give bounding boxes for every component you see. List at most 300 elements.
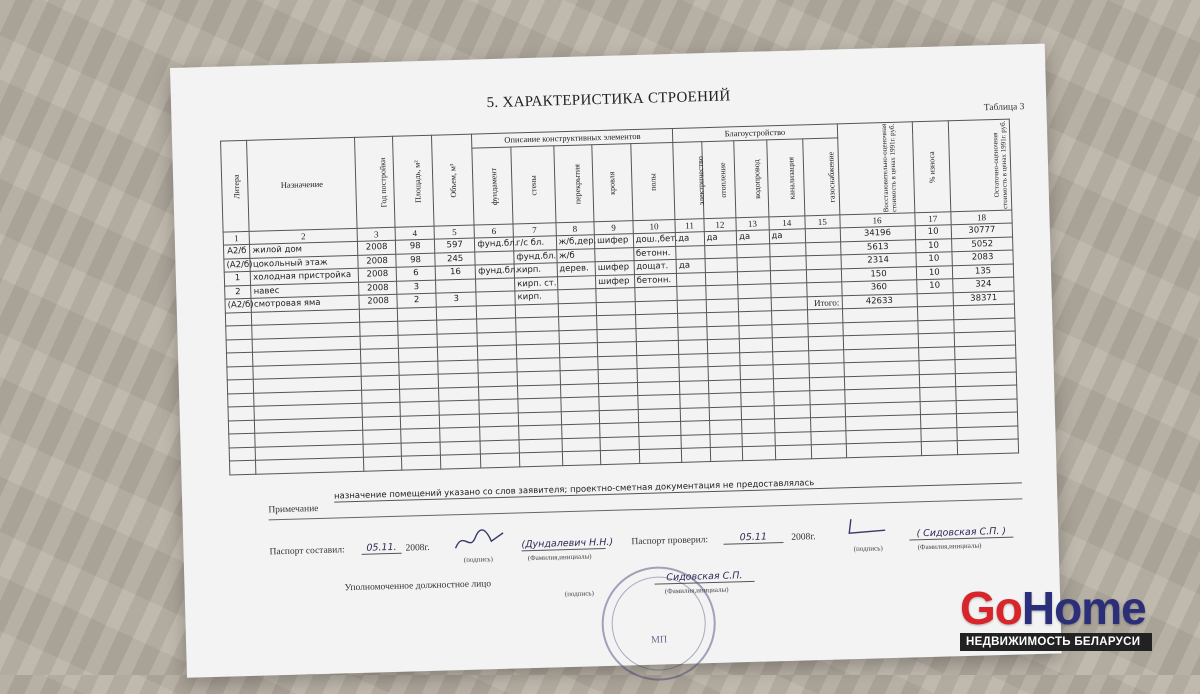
table-cell: да bbox=[676, 232, 705, 246]
table-cell bbox=[229, 460, 256, 474]
gohome-watermark bbox=[960, 582, 1152, 651]
table-cell bbox=[515, 303, 558, 318]
table-cell: шифер bbox=[596, 274, 635, 289]
table-cell bbox=[477, 331, 516, 346]
table-cell: шифер bbox=[594, 234, 633, 249]
table-cell bbox=[437, 319, 478, 334]
table-cell: 10 bbox=[916, 265, 953, 280]
brand-part-go: Go bbox=[960, 582, 1022, 634]
table-cell bbox=[741, 392, 774, 406]
table-cell bbox=[401, 428, 440, 443]
table-cell bbox=[435, 279, 476, 294]
table-cell bbox=[919, 373, 956, 388]
header-blago-group: Благоустройство bbox=[673, 124, 838, 142]
table-cell bbox=[360, 335, 399, 350]
header-vosstanovitelnaya: Восстановительно-оценочная стоимость в ценах 1991г. руб. bbox=[837, 122, 915, 215]
table-cell: фунд.бл. bbox=[475, 237, 514, 252]
table-cell bbox=[705, 258, 738, 272]
table-cell bbox=[228, 420, 255, 434]
table-cell: фунд.бл. bbox=[476, 264, 515, 279]
table-cell: да bbox=[676, 259, 705, 273]
table-cell bbox=[771, 296, 808, 311]
table-cell bbox=[808, 336, 843, 350]
table-cell bbox=[920, 427, 957, 442]
table-cell bbox=[807, 282, 842, 296]
table-cell bbox=[742, 432, 775, 446]
table-cell bbox=[256, 457, 364, 473]
table-cell bbox=[363, 456, 402, 471]
table-cell bbox=[679, 340, 708, 354]
table-cell: 2 bbox=[397, 293, 436, 308]
table-cell: 2314 bbox=[840, 253, 915, 269]
table-cell bbox=[559, 329, 598, 344]
table-cell: 3 bbox=[397, 280, 436, 295]
table-cell bbox=[809, 376, 844, 390]
table-cell bbox=[361, 375, 400, 390]
total-value-16: 42633 bbox=[842, 293, 917, 309]
table-cell: 6 bbox=[397, 266, 436, 281]
column-number: 3 bbox=[357, 227, 396, 242]
table-cell: кирп. bbox=[514, 263, 557, 278]
table-cell bbox=[741, 405, 774, 419]
table-cell: А2/б bbox=[223, 244, 250, 258]
table-cell bbox=[559, 343, 598, 358]
column-number: 12 bbox=[704, 217, 737, 231]
table-cell bbox=[400, 401, 439, 416]
table-cell bbox=[921, 441, 958, 456]
table-cell bbox=[770, 256, 807, 271]
table-cell bbox=[561, 410, 600, 425]
table-cell: 10 bbox=[915, 252, 952, 267]
table-cell bbox=[229, 433, 256, 447]
authorized-label: Уполномоченное должностное лицо bbox=[344, 579, 492, 594]
table-cell bbox=[709, 406, 742, 420]
table-cell: шифер bbox=[595, 261, 634, 276]
brand-logo bbox=[960, 582, 1152, 634]
table-cell bbox=[479, 385, 518, 400]
table-cell: 10 bbox=[915, 225, 952, 240]
table-cell: г/с бл. bbox=[513, 236, 556, 251]
table-cell bbox=[635, 300, 678, 315]
table-cell: цокольный этаж bbox=[250, 255, 358, 271]
table-cell bbox=[919, 360, 956, 375]
table-cell bbox=[769, 242, 806, 257]
table-cell bbox=[739, 324, 772, 338]
table-cell bbox=[518, 411, 561, 426]
table-cell: 30777 bbox=[951, 223, 1012, 238]
table-cell: ж/б bbox=[556, 248, 595, 263]
table-cell bbox=[638, 421, 681, 436]
table-cell bbox=[917, 319, 954, 334]
table-cell bbox=[599, 409, 638, 424]
table-cell bbox=[401, 415, 440, 430]
table-cell bbox=[771, 310, 808, 325]
table-cell bbox=[740, 351, 773, 365]
table-cell bbox=[707, 352, 740, 366]
header-otoplenie: отопление bbox=[701, 140, 736, 218]
table-cell bbox=[480, 439, 519, 454]
table-cell bbox=[558, 302, 597, 317]
table-cell bbox=[918, 333, 955, 348]
table-cell bbox=[738, 284, 771, 298]
table-cell: да bbox=[736, 230, 769, 244]
table-cell bbox=[957, 439, 1018, 454]
table-cell: 34196 bbox=[840, 226, 915, 242]
note-text: назначение помещений указано со слов заявителя; проектно-сметная документация не предоставлялась bbox=[334, 472, 1022, 502]
column-number: 11 bbox=[675, 218, 704, 232]
table-cell bbox=[920, 400, 957, 415]
table-cell bbox=[437, 346, 478, 361]
header-elektrichestvo: электричество bbox=[673, 141, 704, 219]
column-number: 9 bbox=[594, 220, 633, 235]
table-cell bbox=[806, 268, 841, 282]
total-value-18: 38371 bbox=[953, 291, 1014, 306]
table-cell bbox=[363, 429, 402, 444]
column-number: 17 bbox=[914, 211, 951, 226]
header-opisanie-group: Описание конструктивных элементов bbox=[472, 128, 673, 147]
table-cell bbox=[739, 311, 772, 325]
table-cell bbox=[636, 340, 679, 355]
table-cell bbox=[439, 400, 480, 415]
table-cell bbox=[920, 414, 957, 429]
table-cell bbox=[362, 416, 401, 431]
brand-part-home: Home bbox=[1021, 582, 1146, 634]
table-cell bbox=[476, 291, 515, 306]
table-cell bbox=[439, 413, 480, 428]
column-number: 4 bbox=[395, 226, 434, 241]
signature-caption-3: (подпись) bbox=[564, 589, 595, 599]
table-cell bbox=[919, 387, 956, 402]
table-cell: 5613 bbox=[840, 239, 915, 255]
passport-composed-date: 05.11. bbox=[361, 542, 401, 555]
column-number: 2 bbox=[249, 228, 357, 244]
composer-signature bbox=[451, 527, 512, 555]
table-cell bbox=[737, 257, 770, 271]
table-cell bbox=[707, 325, 740, 339]
table-cell bbox=[517, 384, 560, 399]
table-cell bbox=[770, 283, 807, 298]
table-cell bbox=[918, 346, 955, 361]
table-cell bbox=[517, 371, 560, 386]
table-cell bbox=[805, 228, 840, 242]
table-cell bbox=[811, 430, 846, 444]
column-number: 1 bbox=[223, 231, 250, 245]
table-cell bbox=[638, 408, 681, 423]
table-cell bbox=[809, 363, 844, 377]
table-cell bbox=[516, 330, 559, 345]
table-cell bbox=[708, 366, 741, 380]
table-cell: да bbox=[704, 231, 737, 245]
table-cell bbox=[810, 403, 845, 417]
table-cell: да bbox=[769, 229, 806, 244]
table-cell bbox=[740, 378, 773, 392]
table-cell bbox=[740, 365, 773, 379]
table-cell bbox=[228, 406, 255, 420]
table-cell bbox=[227, 379, 254, 393]
table-cell bbox=[398, 334, 437, 349]
checker-signature bbox=[841, 514, 898, 540]
column-number: 14 bbox=[768, 215, 805, 230]
table-cell: 597 bbox=[434, 238, 475, 253]
table-cell bbox=[361, 362, 400, 377]
table-cell: 1 bbox=[224, 271, 251, 285]
table-cell bbox=[516, 344, 559, 359]
table-cell bbox=[600, 423, 639, 438]
header-krovlya: кровля bbox=[592, 143, 633, 221]
table-cell: 10 bbox=[915, 238, 952, 253]
table-cell: 360 bbox=[841, 280, 916, 296]
table-cell bbox=[772, 337, 809, 352]
column-number: 16 bbox=[839, 212, 914, 228]
table-cell bbox=[639, 448, 682, 463]
table-cell bbox=[562, 451, 601, 466]
table-cell bbox=[707, 339, 740, 353]
table-cell bbox=[360, 321, 399, 336]
table-cell bbox=[438, 360, 479, 375]
table-cell: 5052 bbox=[952, 237, 1013, 252]
table-cell bbox=[400, 388, 439, 403]
table-cell bbox=[678, 326, 707, 340]
table-cell bbox=[677, 286, 706, 300]
table-cell bbox=[810, 390, 845, 404]
table-cell: дош.,бет. bbox=[633, 232, 676, 247]
table-cell: 135 bbox=[952, 264, 1013, 279]
table-cell bbox=[704, 244, 737, 258]
table-cell bbox=[774, 404, 811, 419]
table-cell bbox=[636, 327, 679, 342]
table-cell bbox=[737, 270, 770, 284]
table-cell: (А2/б) bbox=[225, 298, 252, 312]
table-cell bbox=[681, 421, 710, 435]
table-cell bbox=[742, 446, 775, 460]
table-cell bbox=[708, 379, 741, 393]
table-cell bbox=[596, 301, 635, 316]
table-cell bbox=[811, 444, 846, 458]
table-cell bbox=[562, 437, 601, 452]
table-cell bbox=[682, 448, 711, 462]
stamp-text: МП bbox=[650, 634, 668, 646]
table-cell bbox=[706, 312, 739, 326]
column-number: 13 bbox=[736, 216, 769, 230]
table-cell bbox=[226, 352, 253, 366]
table-cell bbox=[557, 275, 596, 290]
header-gazosnabzhenie: газоснабжение bbox=[803, 137, 840, 215]
passport-checked-label: Паспорт проверил: bbox=[631, 535, 709, 548]
name-caption-3: (Фамилия,инициалы) bbox=[664, 585, 729, 596]
table-cell bbox=[398, 307, 437, 322]
table-cell bbox=[480, 426, 519, 441]
table-cell bbox=[477, 304, 516, 319]
signature-caption-2: (подпись) bbox=[853, 544, 883, 554]
table-cell: 2008 bbox=[357, 240, 396, 255]
table-cell: холодная пристройка bbox=[251, 268, 359, 284]
buildings-table bbox=[220, 119, 1019, 475]
column-number: 6 bbox=[474, 223, 513, 238]
table-cell bbox=[637, 394, 680, 409]
passport-composed-label: Паспорт составил: bbox=[269, 545, 345, 558]
column-number: 8 bbox=[556, 221, 595, 236]
table-cell bbox=[679, 353, 708, 367]
table-cell bbox=[596, 288, 635, 303]
table-cell bbox=[676, 245, 705, 259]
table-cell bbox=[634, 286, 677, 301]
table-cell bbox=[677, 299, 706, 313]
table-cell bbox=[773, 377, 810, 392]
table-cell bbox=[560, 397, 599, 412]
table-cell: 2 bbox=[225, 285, 252, 299]
table-cell bbox=[436, 306, 477, 321]
header-naznachenie: Назначение bbox=[247, 137, 357, 230]
table-cell bbox=[774, 431, 811, 446]
table-cell bbox=[772, 350, 809, 365]
table-cell bbox=[560, 383, 599, 398]
table-cell bbox=[636, 354, 679, 369]
table-cell bbox=[225, 312, 252, 326]
table-cell bbox=[917, 306, 954, 321]
header-kanalizatsiya: канализация bbox=[766, 138, 805, 216]
table-cell bbox=[811, 417, 846, 431]
table-cell bbox=[363, 443, 402, 458]
signature-caption-1: (подпись) bbox=[463, 555, 494, 564]
table-cell bbox=[600, 450, 639, 465]
table-cell bbox=[517, 357, 560, 372]
table-cell bbox=[677, 272, 706, 286]
table-cell: ж/б,дер. bbox=[556, 235, 595, 250]
table-cell bbox=[475, 250, 514, 265]
table-cell bbox=[559, 356, 598, 371]
table-cell bbox=[519, 425, 562, 440]
header-litera: Литера bbox=[221, 140, 250, 231]
table-cell bbox=[519, 452, 562, 467]
table-cell bbox=[226, 325, 253, 339]
table-cell bbox=[599, 396, 638, 411]
table-cell bbox=[597, 328, 636, 343]
table-cell: 10 bbox=[916, 279, 953, 294]
table-cell bbox=[561, 424, 600, 439]
table-cell: 98 bbox=[396, 253, 435, 268]
composer-name: (Дундалевич Н.Н.) bbox=[521, 536, 614, 551]
table-cell bbox=[738, 297, 771, 311]
table-cell bbox=[637, 367, 680, 382]
table-cell bbox=[775, 445, 812, 460]
table-cell: (А2/б) bbox=[224, 258, 251, 272]
table-cell bbox=[478, 358, 517, 373]
table-cell bbox=[739, 338, 772, 352]
table-cell bbox=[361, 389, 400, 404]
header-perekrytiya: перекрытия bbox=[553, 144, 594, 222]
table-cell: дощат. bbox=[634, 259, 677, 274]
table-cell bbox=[770, 269, 807, 284]
table-cell: 245 bbox=[435, 252, 476, 267]
total-label: Итого: bbox=[807, 295, 842, 309]
table-cell bbox=[598, 369, 637, 384]
table-cell bbox=[597, 342, 636, 357]
composed-year: 2008г. bbox=[405, 542, 430, 554]
column-number: 10 bbox=[633, 219, 676, 234]
table-cell bbox=[595, 247, 634, 262]
table-cell bbox=[774, 418, 811, 433]
table-cell bbox=[478, 345, 517, 360]
table-cell bbox=[481, 453, 520, 468]
table-cell bbox=[402, 455, 441, 470]
column-number: 15 bbox=[805, 214, 840, 228]
table-label: Таблица 3 bbox=[983, 102, 1025, 114]
table-cell bbox=[362, 402, 401, 417]
header-iznos: % износа bbox=[912, 121, 951, 212]
table-cell bbox=[479, 372, 518, 387]
table-cell bbox=[398, 320, 437, 335]
table-cell: 3 bbox=[436, 292, 477, 307]
table-cell: дерев. bbox=[557, 262, 596, 277]
table-cell bbox=[400, 374, 439, 389]
table-cell bbox=[637, 381, 680, 396]
table-cell: бетонн. bbox=[633, 246, 676, 261]
table-cell bbox=[635, 313, 678, 328]
table-cell: 324 bbox=[953, 277, 1014, 292]
table-cell bbox=[806, 255, 841, 269]
table-cell: кирп. ст. bbox=[514, 276, 557, 291]
table-cell bbox=[639, 435, 682, 450]
table-cell bbox=[399, 361, 438, 376]
header-obem: Объем, м³ bbox=[431, 134, 474, 226]
table-cell bbox=[438, 386, 479, 401]
table-cell bbox=[519, 438, 562, 453]
table-cell bbox=[226, 339, 253, 353]
header-steny: стены bbox=[511, 145, 556, 223]
table-cell bbox=[706, 298, 739, 312]
note-line bbox=[269, 498, 1023, 520]
table-cell bbox=[680, 407, 709, 421]
brand-tagline: НЕДВИЖИМОСТЬ БЕЛАРУСИ bbox=[960, 633, 1152, 651]
table-cell bbox=[359, 308, 398, 323]
table-cell bbox=[680, 394, 709, 408]
name-caption-1: (Фамилия,инициалы) bbox=[527, 552, 592, 563]
table-cell bbox=[479, 399, 518, 414]
table-cell bbox=[516, 317, 559, 332]
table-cell bbox=[737, 243, 770, 257]
table-cell: смотровая яма bbox=[251, 295, 359, 311]
column-number: 18 bbox=[951, 210, 1012, 225]
table-cell bbox=[809, 349, 844, 363]
table-cell bbox=[681, 434, 710, 448]
column-number: 7 bbox=[513, 222, 556, 237]
table-cell bbox=[705, 271, 738, 285]
table-cell bbox=[557, 289, 596, 304]
note-label: Примечание bbox=[268, 504, 319, 516]
table-cell bbox=[771, 323, 808, 338]
table-cell: бетонн. bbox=[634, 273, 677, 288]
table-cell bbox=[440, 440, 481, 455]
table-cell bbox=[560, 370, 599, 385]
table-cell bbox=[679, 367, 708, 381]
table-cell bbox=[518, 398, 561, 413]
table-cell bbox=[917, 292, 954, 307]
table-cell bbox=[401, 442, 440, 457]
table-cell bbox=[773, 391, 810, 406]
table-cell: 2008 bbox=[358, 254, 397, 269]
table-cell bbox=[227, 366, 254, 380]
table-cell bbox=[773, 364, 810, 379]
table-cell bbox=[705, 285, 738, 299]
table-cell bbox=[438, 373, 479, 388]
table-cell bbox=[680, 380, 709, 394]
table-cell bbox=[742, 419, 775, 433]
table-cell bbox=[440, 454, 481, 469]
checker-name: ( Сидовская С.П. ) bbox=[909, 526, 1013, 541]
table-cell bbox=[710, 447, 743, 461]
table-cell bbox=[476, 277, 515, 292]
table-cell bbox=[598, 355, 637, 370]
